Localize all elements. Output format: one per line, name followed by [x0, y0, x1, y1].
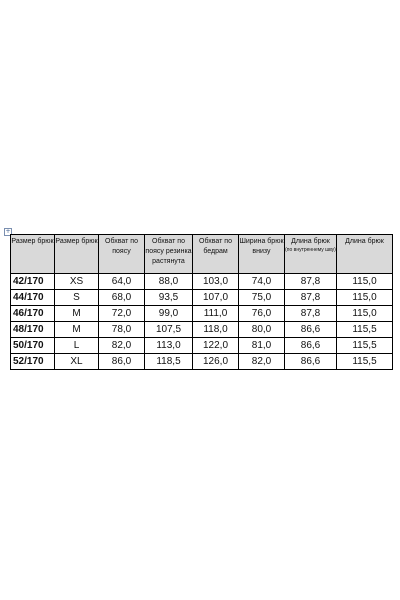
hips-cell: 126,0 — [193, 354, 239, 370]
waist-stretched-cell: 93,5 — [145, 290, 193, 306]
header-cell-length — [337, 235, 393, 274]
hips-cell: 107,0 — [193, 290, 239, 306]
size-code-cell: 42/170 — [11, 274, 55, 290]
waist-cell: 86,0 — [99, 354, 145, 370]
table-row — [11, 290, 393, 306]
waist-stretched-cell: 99,0 — [145, 306, 193, 322]
length-cell: 115,0 — [337, 274, 393, 290]
hips-cell: 122,0 — [193, 338, 239, 354]
length-cell: 115,0 — [337, 290, 393, 306]
waist-stretched-cell: 113,0 — [145, 338, 193, 354]
header-label: Длина брюк — [345, 238, 384, 245]
size-letter-cell: XL — [55, 354, 99, 370]
size-code-cell: 46/170 — [11, 306, 55, 322]
inseam-length-cell: 87,8 — [285, 274, 337, 290]
size-letter-cell: S — [55, 290, 99, 306]
length-cell: 115,0 — [337, 306, 393, 322]
size-letter-cell: XS — [55, 274, 99, 290]
hips-cell: 111,0 — [193, 306, 239, 322]
hem-width-cell: 76,0 — [239, 306, 285, 322]
hips-cell: 103,0 — [193, 274, 239, 290]
hem-width-cell: 81,0 — [239, 338, 285, 354]
header-cell-hem-width — [239, 235, 285, 274]
size-code-cell: 52/170 — [11, 354, 55, 370]
header-cell-hips — [193, 235, 239, 274]
waist-cell: 68,0 — [99, 290, 145, 306]
hem-width-cell: 74,0 — [239, 274, 285, 290]
header-cell-size-code — [11, 235, 55, 274]
length-cell: 115,5 — [337, 322, 393, 338]
waist-stretched-cell: 107,5 — [145, 322, 193, 338]
header-cell-waist-stretched — [145, 235, 193, 274]
size-letter-cell: M — [55, 306, 99, 322]
header-sublabel: (по внутреннему шву) — [285, 247, 336, 253]
inseam-length-cell: 87,8 — [285, 306, 337, 322]
table-row — [11, 322, 393, 338]
waist-stretched-cell: 88,0 — [145, 274, 193, 290]
waist-cell: 78,0 — [99, 322, 145, 338]
header-label: Обхват по бедрам — [199, 238, 232, 255]
header-label: Длина брюк — [291, 238, 330, 245]
header-cell-inseam-length — [285, 235, 337, 274]
inseam-length-cell: 87,8 — [285, 290, 337, 306]
header-row — [11, 235, 393, 274]
hips-cell: 118,0 — [193, 322, 239, 338]
waist-cell: 64,0 — [99, 274, 145, 290]
length-cell: 115,5 — [337, 354, 393, 370]
header-cell-waist — [99, 235, 145, 274]
table-body — [11, 274, 393, 370]
header-label: Ширина брюк внизу — [239, 238, 284, 255]
size-letter-cell: L — [55, 338, 99, 354]
waist-cell: 72,0 — [99, 306, 145, 322]
table-row — [11, 306, 393, 322]
size-chart-table — [10, 234, 393, 370]
length-cell: 115,5 — [337, 338, 393, 354]
header-cell-size-letter — [55, 235, 99, 274]
table-move-handle-icon[interactable]: + — [5, 228, 11, 235]
inseam-length-cell: 86,6 — [285, 338, 337, 354]
waist-cell: 82,0 — [99, 338, 145, 354]
table-header — [11, 235, 393, 274]
header-label: Обхват по поясу — [105, 238, 138, 255]
header-label: Размер брюк — [11, 238, 54, 245]
table-row — [11, 338, 393, 354]
header-label: Размер брюк — [55, 238, 98, 245]
table-row — [11, 354, 393, 370]
inseam-length-cell: 86,6 — [285, 322, 337, 338]
inseam-length-cell: 86,6 — [285, 354, 337, 370]
waist-stretched-cell: 118,5 — [145, 354, 193, 370]
header-label: Обхват по поясу резинка растянута — [145, 238, 192, 265]
size-code-cell: 44/170 — [11, 290, 55, 306]
size-code-cell: 50/170 — [11, 338, 55, 354]
size-letter-cell: M — [55, 322, 99, 338]
table-row — [11, 274, 393, 290]
hem-width-cell: 82,0 — [239, 354, 285, 370]
hem-width-cell: 80,0 — [239, 322, 285, 338]
hem-width-cell: 75,0 — [239, 290, 285, 306]
size-code-cell: 48/170 — [11, 322, 55, 338]
